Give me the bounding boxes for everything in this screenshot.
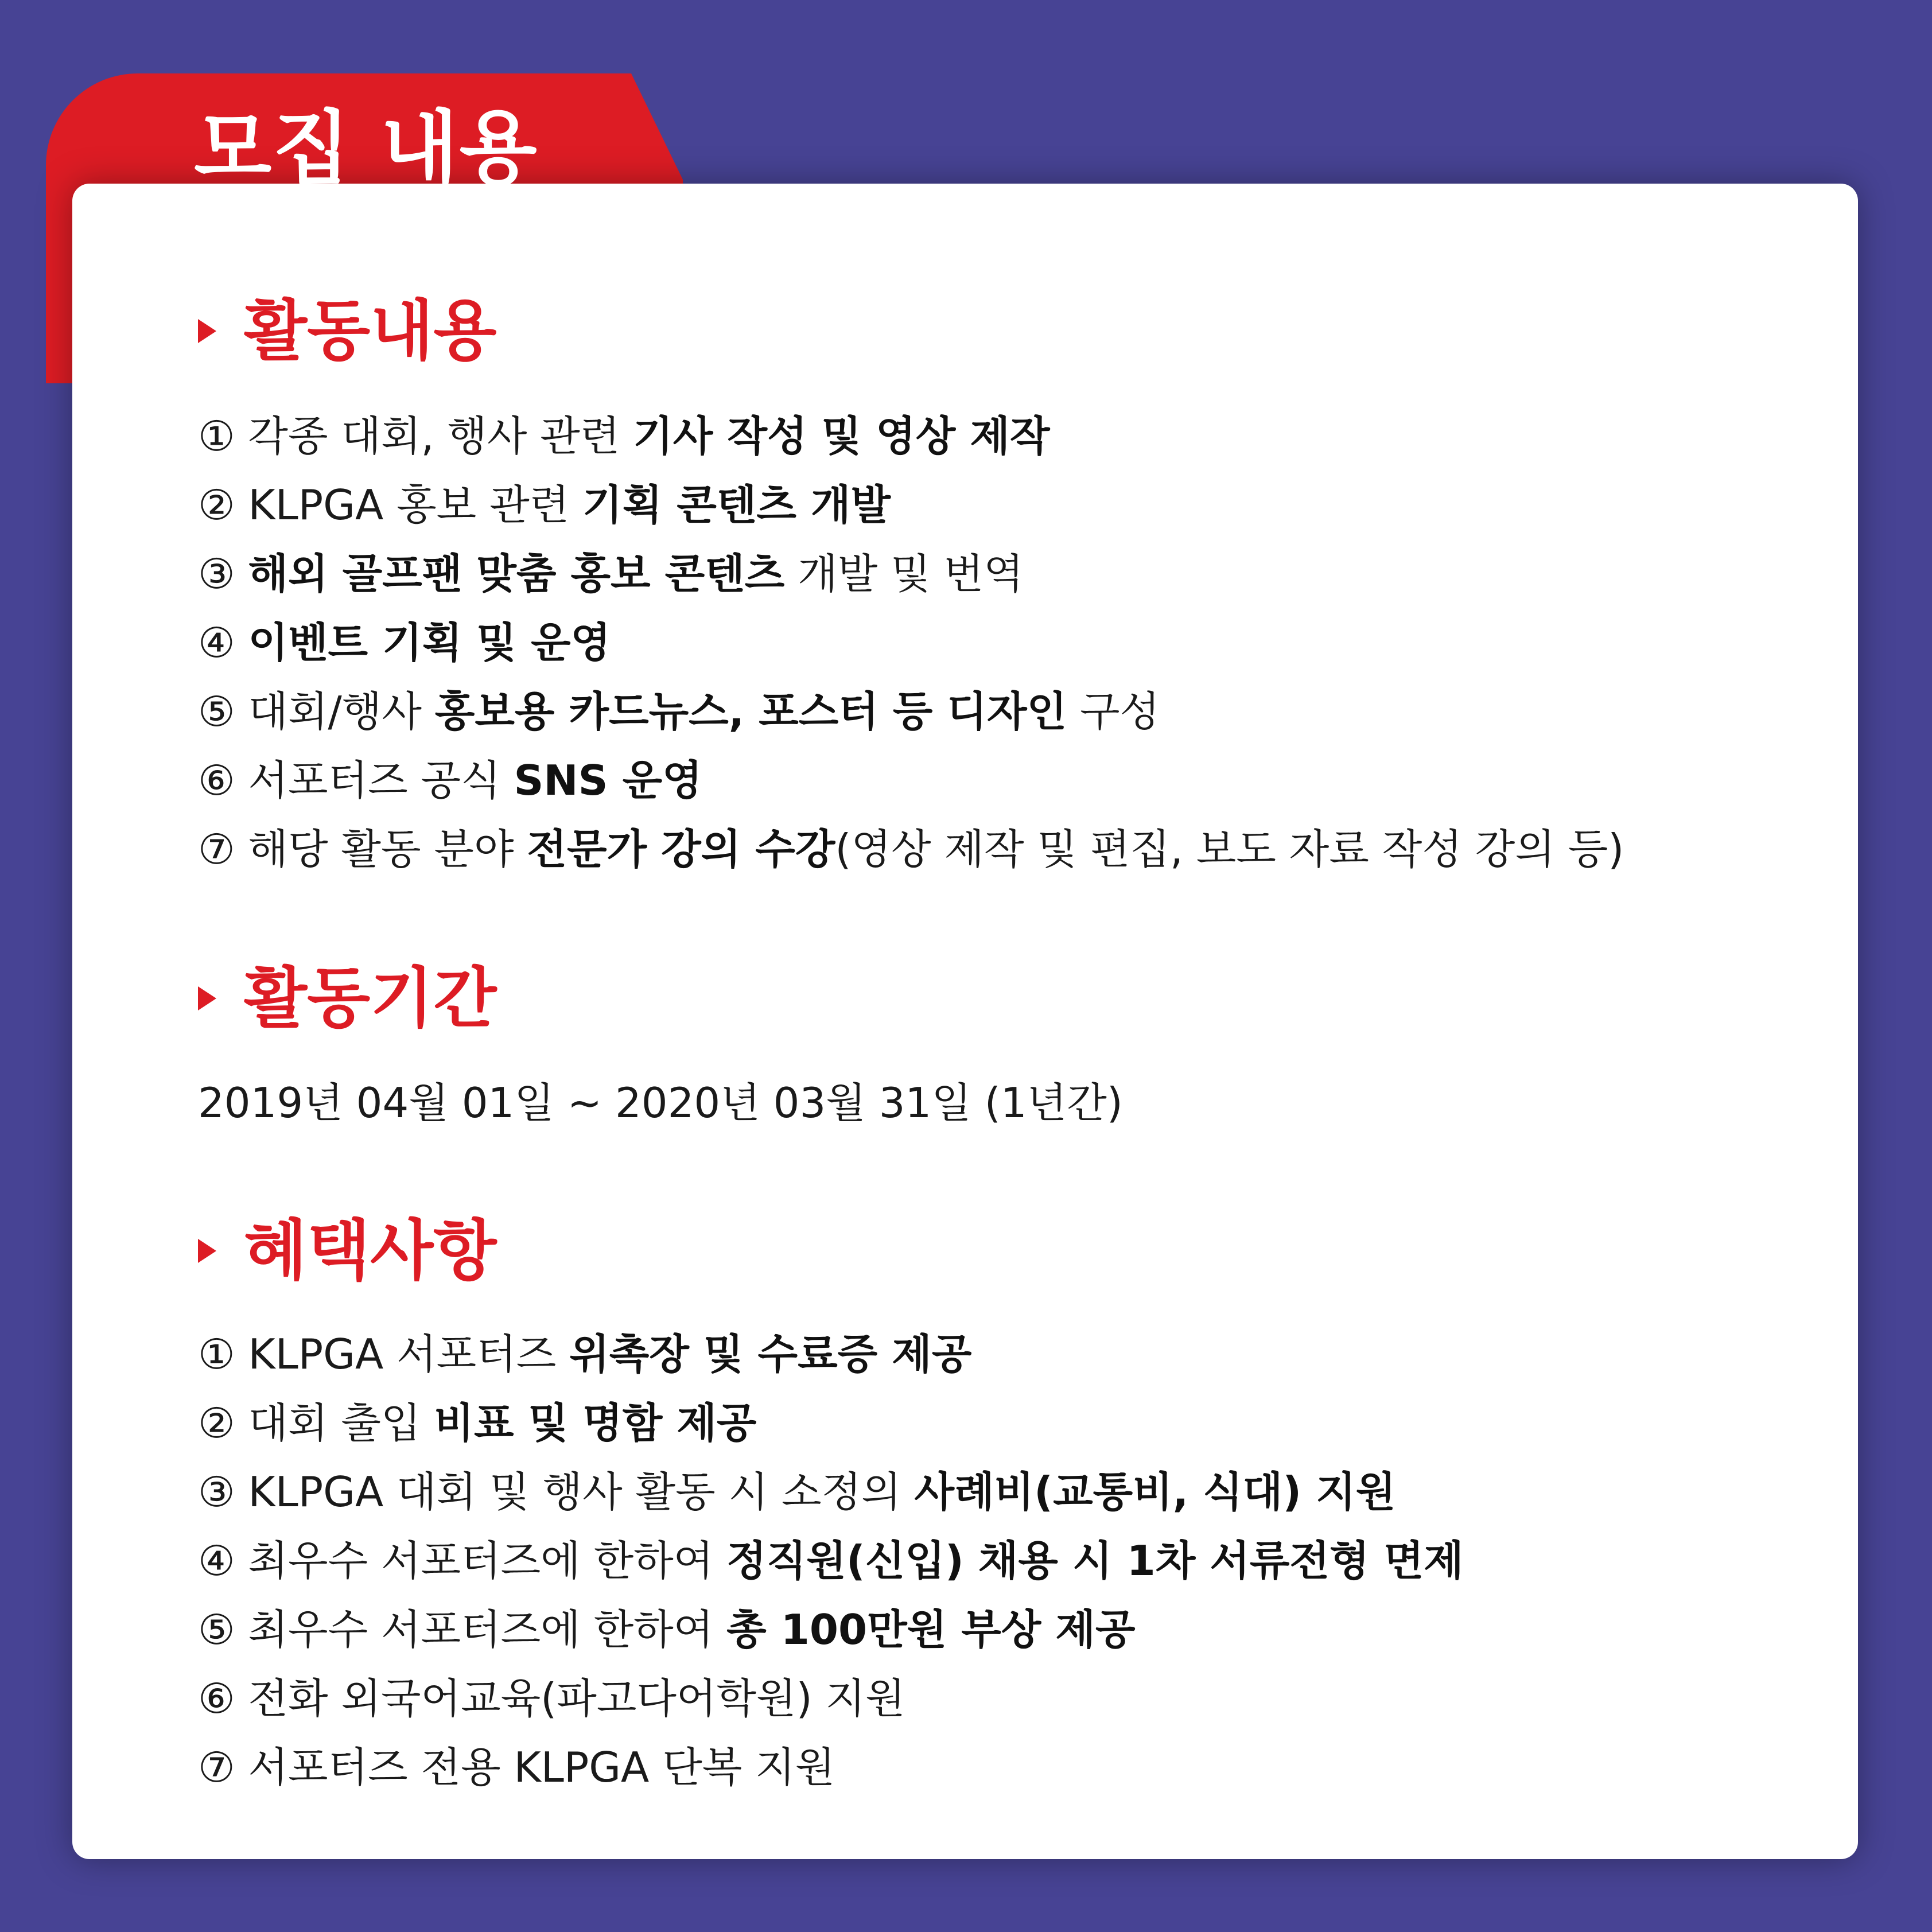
section-heading-label: 활동기간 xyxy=(244,960,497,1036)
list-item: ⑥ 서포터즈 공식 SNS 운영 xyxy=(198,756,702,804)
list-item: ① 각종 대회, 행사 관련 기사 작성 및 영상 제작 xyxy=(198,412,1050,460)
list-item: ① KLPGA 서포터즈 위촉장 및 수료증 제공 xyxy=(198,1330,972,1378)
section-heading-benefits xyxy=(198,1214,497,1288)
page-title: 모집 내용 xyxy=(194,102,538,196)
benefits-list xyxy=(198,1320,1464,1802)
section-heading-period xyxy=(198,961,497,1036)
section-heading-label: 혜택사항 xyxy=(244,1212,497,1289)
list-item: ⑥ 전화 외국어교육(파고다어학원) 지원 xyxy=(198,1674,905,1723)
list-item: ③ 해외 골프팬 맞춤 홍보 콘텐츠 개발 및 번역 xyxy=(198,550,1024,598)
list-item: ⑤ 최우수 서포터즈에 한하여 총 100만원 부상 제공 xyxy=(198,1606,1136,1654)
list-item: ④ 이벤트 기획 및 운영 xyxy=(198,619,611,667)
list-item: ③ KLPGA 대회 및 행사 활동 시 소정의 사례비(교통비, 식대) 지원 xyxy=(198,1468,1396,1516)
list-item: ⑦ 서포터즈 전용 KLPGA 단복 지원 xyxy=(198,1743,835,1791)
section-heading-label: 활동내용 xyxy=(244,293,497,369)
list-item: ④ 최우수 서포터즈에 한하여 정직원(신입) 채용 시 1차 서류전형 면제 xyxy=(198,1537,1464,1585)
section-heading-activities xyxy=(198,294,497,368)
activity-period-text: 2019년 04월 01일 ~ 2020년 03월 31일 (1년간) xyxy=(198,1079,1123,1127)
list-item: ② KLPGA 홍보 관련 기획 콘텐츠 개발 xyxy=(198,481,891,529)
triangle-bullet-icon xyxy=(198,1239,216,1263)
list-item: ⑤ 대회/행사 홍보용 카드뉴스, 포스터 등 디자인 구성 xyxy=(198,687,1160,736)
activities-list xyxy=(198,402,1624,884)
triangle-bullet-icon xyxy=(198,319,216,343)
list-item: ⑦ 해당 활동 분야 전문가 강의 수강(영상 제작 및 편집, 보도 자료 작성 강의 등) xyxy=(198,825,1624,873)
triangle-bullet-icon xyxy=(198,986,216,1010)
list-item: ② 대회 출입 비표 및 명함 제공 xyxy=(198,1399,757,1447)
